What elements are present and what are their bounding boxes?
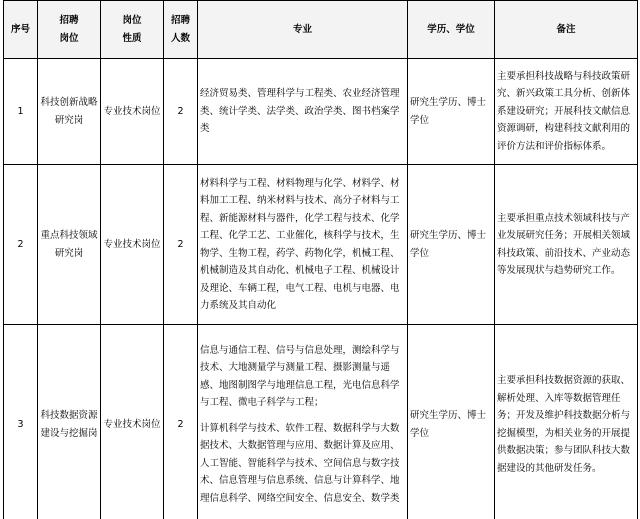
row-major	[198, 165, 408, 325]
row-note: 主要承担科技战略与科技政策研究、新兴政策工具分析、创新体系建设研究；开展科技文献信息资源调研，构建科技文献利用的评价方法和评价指标体系。	[495, 59, 638, 165]
row-count: 2	[164, 325, 198, 519]
header-nature-line-2: 性质	[122, 32, 142, 44]
row-major-text-part-1: 信息与通信工程、信号与信息处理，测绘科学与技术、大地测量学与测量工程、摄影测量与遥感、地图制图学与地理信息工程，光电信息科学与工程、微电子科学与工程；	[200, 344, 400, 409]
row-education: 研究生学历、博士学位	[408, 165, 495, 325]
table-header-row	[4, 1, 638, 59]
header-position-line-1: 招聘	[59, 14, 79, 26]
row-education: 研究生学历、博士学位	[408, 325, 495, 519]
row-count: 2	[164, 59, 198, 165]
row-count: 2	[164, 165, 198, 325]
header-major: 专业	[198, 1, 408, 59]
row-major-text-part-2: 计算机科学与技术、软件工程、数据科学与大数据技术、大数据管理与应用、数据计算及应用、人工智能、智能科学与技术、空间信息与数字技术、信息管理与信息系统、信息与计算科学、地理信息科学、网络空间安全、信息安全、数学类	[200, 422, 400, 504]
row-nature: 专业技术岗位	[101, 165, 164, 325]
row-no: 1	[4, 59, 38, 165]
row-note: 主要承担科技数据资源的获取、解析处理、入库等数据管理任务；开发及维护科技数据分析与挖掘模型，为相关业务的开展提供数据决策；参与团队科技大数据建设的其他研发任务。	[495, 325, 638, 519]
header-count-line-2: 人数	[170, 32, 190, 44]
table-row	[4, 59, 638, 165]
row-position: 重点科技领域研究岗	[38, 165, 101, 325]
row-education: 研究生学历、博士学位	[408, 59, 495, 165]
header-count-line-1: 招聘	[170, 14, 190, 26]
row-major	[198, 59, 408, 165]
paragraph-gap	[200, 412, 405, 420]
row-note: 主要承担重点技术领域科技与产业发展研究任务；开展相关领域科技政策、前沿技术、产业动态等发展现状与趋势研究工作。	[495, 165, 638, 325]
row-position: 科技数据资源建设与挖掘岗	[38, 325, 101, 519]
row-nature: 专业技术岗位	[101, 325, 164, 519]
header-note: 备注	[495, 1, 638, 59]
header-position	[38, 1, 101, 59]
header-no: 序号	[4, 1, 38, 59]
row-nature: 专业技术岗位	[101, 59, 164, 165]
row-no: 3	[4, 325, 38, 519]
header-position-line-2: 岗位	[59, 32, 79, 44]
header-education: 学历、学位	[408, 1, 495, 59]
header-count	[164, 1, 198, 59]
row-major	[198, 325, 408, 519]
table-row	[4, 325, 638, 519]
header-nature	[101, 1, 164, 59]
row-major-text: 材料科学与工程、材料物理与化学、材料学、材料加工工程、纳米材料与技术、高分子材料与工程、新能源材料与器件，化学工程与技术、化学工程、化学工艺、工业催化，核科学与技术，生物学、生物工程，药学、药物化学，机械工程、机械制造及其自动化、机械电子工程、机械设计及理论、车辆工程，电气工程、电机与电器、电力系统及其自动化	[200, 177, 400, 311]
recruitment-table	[3, 0, 638, 519]
row-position: 科技创新战略研究岗	[38, 59, 101, 165]
row-major-text: 经济贸易类、管理科学与工程类、农业经济管理类、统计学类、法学类、政治学类、图书档案学类	[200, 88, 400, 135]
row-no: 2	[4, 165, 38, 325]
header-nature-line-1: 岗位	[122, 14, 142, 26]
table-row	[4, 165, 638, 325]
